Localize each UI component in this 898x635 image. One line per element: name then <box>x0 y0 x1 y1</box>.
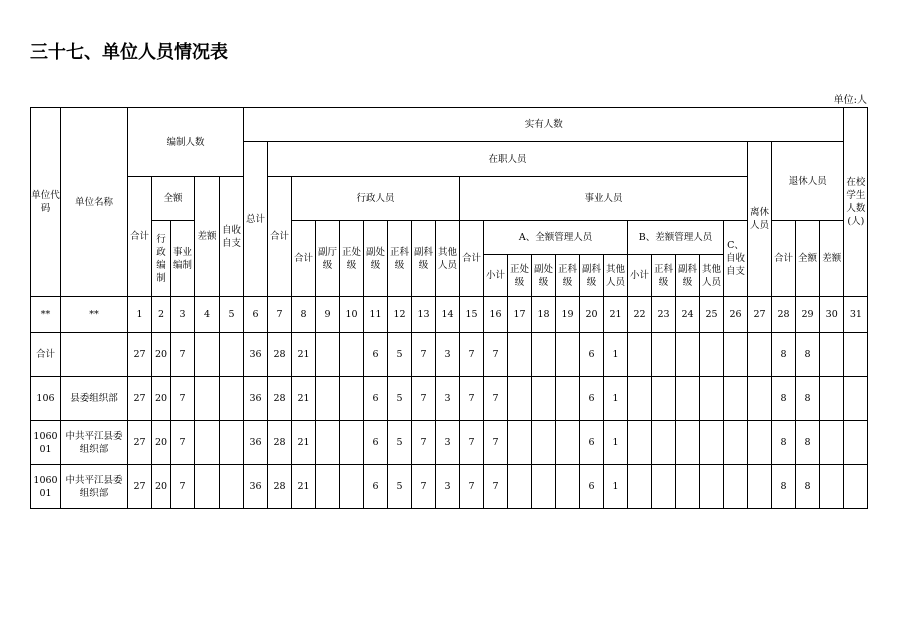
value-cell: 36 <box>244 421 268 465</box>
column-number: 8 <box>292 297 316 333</box>
value-cell: 36 <box>244 465 268 509</box>
header-unit-code: 单位代码 <box>31 108 61 297</box>
value-cell <box>676 465 700 509</box>
value-cell: 6 <box>364 333 388 377</box>
header-xz-heji: 合计 <box>292 221 316 297</box>
value-cell <box>628 465 652 509</box>
value-cell <box>844 377 868 421</box>
column-number: 20 <box>580 297 604 333</box>
value-cell: 8 <box>796 377 820 421</box>
value-cell <box>700 333 724 377</box>
value-cell <box>316 333 340 377</box>
value-cell: 7 <box>171 333 195 377</box>
value-cell: 7 <box>412 377 436 421</box>
value-cell: 7 <box>484 333 508 377</box>
value-cell <box>844 421 868 465</box>
value-cell <box>220 465 244 509</box>
value-cell <box>556 333 580 377</box>
value-cell: 8 <box>772 377 796 421</box>
value-cell: 8 <box>796 465 820 509</box>
unit-name-cell: 中共平江县委组织部 <box>61 465 128 509</box>
value-cell <box>700 421 724 465</box>
value-cell <box>820 465 844 509</box>
table-row <box>31 465 896 509</box>
header-zhengke: 正科级 <box>388 221 412 297</box>
column-number: 14 <box>436 297 460 333</box>
value-cell: 27 <box>128 465 152 509</box>
value-cell <box>508 333 532 377</box>
value-cell: 7 <box>460 421 484 465</box>
personnel-table <box>30 107 896 509</box>
header-a-fuke: 副科级 <box>580 255 604 297</box>
value-cell <box>316 465 340 509</box>
value-cell <box>220 377 244 421</box>
value-cell: 6 <box>364 421 388 465</box>
value-cell: 5 <box>388 333 412 377</box>
value-cell: 8 <box>796 421 820 465</box>
column-number: 19 <box>556 297 580 333</box>
column-number: 4 <box>195 297 220 333</box>
value-cell: 28 <box>268 333 292 377</box>
column-number: 24 <box>676 297 700 333</box>
value-cell: 28 <box>268 465 292 509</box>
value-cell <box>508 421 532 465</box>
column-number: 1 <box>128 297 152 333</box>
value-cell <box>628 377 652 421</box>
column-number: 12 <box>388 297 412 333</box>
column-number: 28 <box>772 297 796 333</box>
column-number: 29 <box>796 297 820 333</box>
table-row <box>31 377 896 421</box>
value-cell: 8 <box>796 333 820 377</box>
value-cell: 5 <box>388 421 412 465</box>
header-qita: 其他人员 <box>436 221 460 297</box>
value-cell <box>508 465 532 509</box>
value-cell: 7 <box>484 465 508 509</box>
column-number: 31 <box>844 297 868 333</box>
header-bianzhi: 编制人数 <box>128 108 244 177</box>
value-cell <box>195 465 220 509</box>
header-zaizhi-heji: 合计 <box>268 177 292 297</box>
column-number: 26 <box>724 297 748 333</box>
column-number: ** <box>31 297 61 333</box>
value-cell: 3 <box>436 465 460 509</box>
column-number-row <box>31 297 896 333</box>
value-cell: 36 <box>244 377 268 421</box>
column-number: 30 <box>820 297 844 333</box>
value-cell <box>628 333 652 377</box>
value-cell: 6 <box>364 377 388 421</box>
column-number: 10 <box>340 297 364 333</box>
value-cell: 1 <box>604 377 628 421</box>
header-lixiu: 离休人员 <box>748 142 772 297</box>
value-cell: 7 <box>484 377 508 421</box>
header-students: 在校学生人数(人) <box>844 108 868 297</box>
unit-code-cell: 106 <box>31 377 61 421</box>
value-cell <box>532 421 556 465</box>
value-cell: 3 <box>436 421 460 465</box>
value-cell <box>676 377 700 421</box>
unit-code-cell: 106001 <box>31 465 61 509</box>
value-cell: 1 <box>604 421 628 465</box>
header-unit-name: 单位名称 <box>61 108 128 297</box>
value-cell: 7 <box>171 421 195 465</box>
value-cell: 8 <box>772 421 796 465</box>
value-cell: 28 <box>268 377 292 421</box>
value-cell <box>556 465 580 509</box>
header-sy-heji: 合计 <box>460 221 484 297</box>
table-row <box>31 421 896 465</box>
value-cell <box>556 377 580 421</box>
value-cell <box>820 333 844 377</box>
header-tx-heji: 合计 <box>772 221 796 297</box>
value-cell: 5 <box>388 465 412 509</box>
header-b-chae: B、差额管理人员 <box>628 221 724 255</box>
value-cell <box>316 421 340 465</box>
value-cell <box>652 421 676 465</box>
column-number: 2 <box>152 297 171 333</box>
header-a-zhengke: 正科级 <box>556 255 580 297</box>
header-zhengchu: 正处级 <box>340 221 364 297</box>
header-a-fuchu: 副处级 <box>532 255 556 297</box>
value-cell: 5 <box>388 377 412 421</box>
value-cell <box>700 377 724 421</box>
header-a-xiaoji: 小计 <box>484 255 508 297</box>
value-cell <box>195 421 220 465</box>
value-cell: 8 <box>772 333 796 377</box>
column-number: 22 <box>628 297 652 333</box>
header-sy-bianzhi: 事业编制 <box>171 221 195 297</box>
header-zishou: 自收自支 <box>220 177 244 297</box>
value-cell <box>652 465 676 509</box>
header-quane: 全额 <box>152 177 195 221</box>
value-cell <box>220 421 244 465</box>
value-cell <box>340 421 364 465</box>
value-cell: 21 <box>292 377 316 421</box>
column-number: 16 <box>484 297 508 333</box>
value-cell <box>724 465 748 509</box>
value-cell: 7 <box>171 377 195 421</box>
value-cell <box>748 377 772 421</box>
header-c-zishou: C、自收自支 <box>724 221 748 297</box>
header-heji: 合计 <box>128 177 152 297</box>
value-cell: 6 <box>580 377 604 421</box>
value-cell: 7 <box>412 465 436 509</box>
value-cell <box>532 333 556 377</box>
unit-code-cell: 合计 <box>31 333 61 377</box>
value-cell <box>532 465 556 509</box>
unit-note: 单位:人 <box>833 95 867 106</box>
value-cell <box>748 333 772 377</box>
value-cell <box>556 421 580 465</box>
header-b-fuke: 副科级 <box>676 255 700 297</box>
table-row <box>31 333 896 377</box>
value-cell <box>340 333 364 377</box>
value-cell: 6 <box>580 333 604 377</box>
value-cell: 7 <box>171 465 195 509</box>
header-b-zhengke: 正科级 <box>652 255 676 297</box>
value-cell: 1 <box>604 465 628 509</box>
column-number: 23 <box>652 297 676 333</box>
header-fuke: 副科级 <box>412 221 436 297</box>
value-cell <box>724 333 748 377</box>
column-number: 25 <box>700 297 724 333</box>
column-number: 13 <box>412 297 436 333</box>
value-cell <box>820 377 844 421</box>
value-cell <box>844 465 868 509</box>
value-cell <box>652 333 676 377</box>
value-cell <box>724 377 748 421</box>
value-cell <box>195 333 220 377</box>
value-cell: 7 <box>412 421 436 465</box>
value-cell <box>676 421 700 465</box>
value-cell: 36 <box>244 333 268 377</box>
table-body <box>31 333 896 509</box>
value-cell <box>844 333 868 377</box>
unit-name-cell <box>61 333 128 377</box>
unit-name-cell: 县委组织部 <box>61 377 128 421</box>
value-cell: 7 <box>412 333 436 377</box>
value-cell <box>652 377 676 421</box>
value-cell <box>220 333 244 377</box>
header-xz-bianzhi: 行政编制 <box>152 221 171 297</box>
column-number: 9 <box>316 297 340 333</box>
value-cell: 3 <box>436 333 460 377</box>
value-cell <box>340 465 364 509</box>
unit-code-cell: 106001 <box>31 421 61 465</box>
value-cell: 1 <box>604 333 628 377</box>
value-cell: 27 <box>128 377 152 421</box>
header-a-zhengchu: 正处级 <box>508 255 532 297</box>
header-xingzheng: 行政人员 <box>292 177 460 221</box>
header-tuixiu: 退休人员 <box>772 142 844 221</box>
value-cell: 3 <box>436 377 460 421</box>
column-number: 17 <box>508 297 532 333</box>
value-cell: 6 <box>364 465 388 509</box>
header-shiye: 事业人员 <box>460 177 748 221</box>
column-number: 6 <box>244 297 268 333</box>
header-chae: 差额 <box>195 177 220 297</box>
value-cell <box>748 421 772 465</box>
column-number: 18 <box>532 297 556 333</box>
column-number: 3 <box>171 297 195 333</box>
header-shiyou: 实有人数 <box>244 108 844 142</box>
value-cell: 28 <box>268 421 292 465</box>
column-number: 21 <box>604 297 628 333</box>
value-cell: 6 <box>580 465 604 509</box>
value-cell <box>195 377 220 421</box>
value-cell <box>724 421 748 465</box>
value-cell: 21 <box>292 421 316 465</box>
value-cell <box>676 333 700 377</box>
value-cell <box>700 465 724 509</box>
header-zongji: 总计 <box>244 142 268 297</box>
value-cell: 8 <box>772 465 796 509</box>
value-cell <box>508 377 532 421</box>
header-tx-chae: 差额 <box>820 221 844 297</box>
value-cell <box>628 421 652 465</box>
header-zaizhi: 在职人员 <box>268 142 748 177</box>
page-title: 三十七、单位人员情况表 <box>30 42 228 63</box>
value-cell <box>340 377 364 421</box>
value-cell: 6 <box>580 421 604 465</box>
value-cell: 21 <box>292 465 316 509</box>
column-number: 11 <box>364 297 388 333</box>
value-cell: 20 <box>152 333 171 377</box>
value-cell: 27 <box>128 421 152 465</box>
value-cell: 7 <box>460 465 484 509</box>
value-cell: 7 <box>484 421 508 465</box>
value-cell <box>532 377 556 421</box>
header-tx-quane: 全额 <box>796 221 820 297</box>
value-cell: 7 <box>460 333 484 377</box>
value-cell <box>820 421 844 465</box>
value-cell <box>316 377 340 421</box>
column-number: 7 <box>268 297 292 333</box>
unit-name-cell: 中共平江县委组织部 <box>61 421 128 465</box>
column-number: 27 <box>748 297 772 333</box>
header-fuchu: 副处级 <box>364 221 388 297</box>
value-cell <box>748 465 772 509</box>
column-number: 15 <box>460 297 484 333</box>
header-a-qita: 其他人员 <box>604 255 628 297</box>
value-cell: 20 <box>152 465 171 509</box>
value-cell: 20 <box>152 377 171 421</box>
header-a-quane: A、全额管理人员 <box>484 221 628 255</box>
header-b-qita: 其他人员 <box>700 255 724 297</box>
header-b-xiaoji: 小计 <box>628 255 652 297</box>
column-number: ** <box>61 297 128 333</box>
value-cell: 20 <box>152 421 171 465</box>
header-futing: 副厅级 <box>316 221 340 297</box>
value-cell: 7 <box>460 377 484 421</box>
column-number: 5 <box>220 297 244 333</box>
value-cell: 21 <box>292 333 316 377</box>
value-cell: 27 <box>128 333 152 377</box>
